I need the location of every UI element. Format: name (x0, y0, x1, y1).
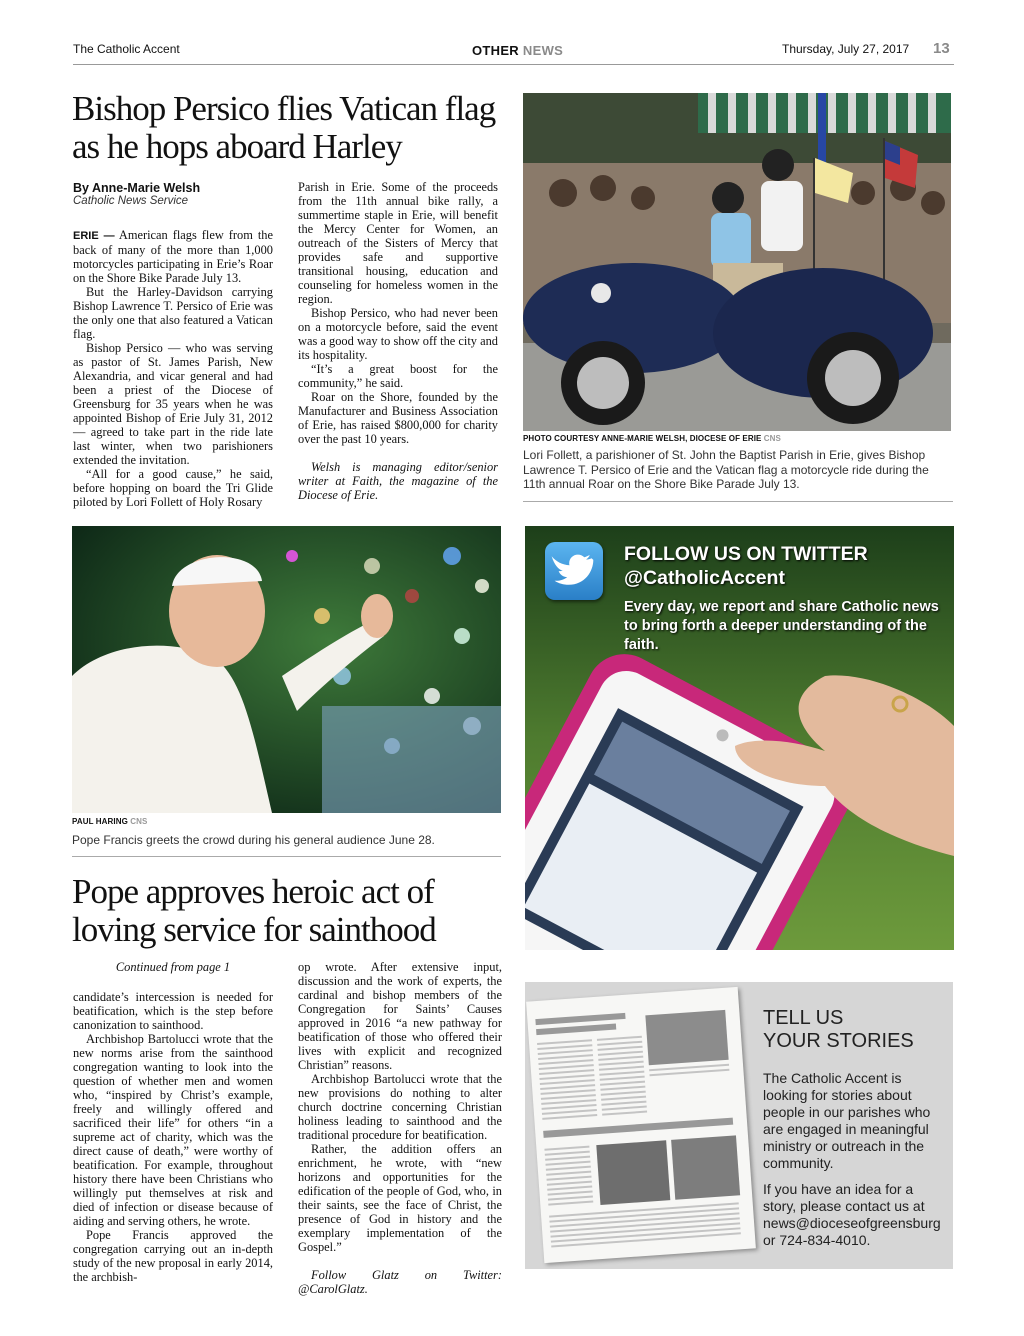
divider (72, 856, 501, 857)
article1-paragraph: Bishop Persico, who had never been on a motorcycle before, said the event was a good way to show off the city and its hospitality. (298, 306, 498, 362)
header-divider (73, 64, 954, 65)
article1-paragraph: But the Harley-Davidson carrying Bishop Lawrence T. Persico of Erie was the only one that also featured a Vatican flag. (73, 285, 273, 341)
article1-paragraph: ERIE — American flags flew from the back of many of the more than 1,000 motorcycles participating in Erie’s Roar on the Shore Bike Parade July 13. (73, 228, 273, 285)
photo1-credit: PHOTO COURTESY ANNE-MARIE WELSH, DIOCESE OF ERIE CNS (523, 434, 781, 443)
pope-francis-photo (72, 526, 501, 813)
photo2-caption: Pope Francis greets the crowd during his general audience June 28. (72, 833, 435, 847)
section-word-2: NEWS (522, 43, 564, 58)
article2-paragraph: op wrote. After extensive input, discussion and the work of experts, the cardinal and bishop members of the Congregation for Saints’ Causes approved in 2016 “a new pathway for beatification of those who offered their lives with explicit and recognized Christian” reasons. (298, 960, 502, 1072)
article1-column-1 (73, 228, 273, 509)
article1-headline: Bishop Persico flies Vatican flag as he hops aboard Harley (72, 89, 496, 166)
article1-byline-block (73, 181, 273, 207)
issue-date: Thursday, July 27, 2017 (782, 42, 910, 56)
article1-paragraph: Bishop Persico — who was serving as pastor of St. James Parish, New Alexandria, and vicar general and had been a priest of the Diocese of Greensburg for 35 years when he was appointed Bishop of Erie July 31, 2012 — agreed to take part in the ride late last winter, when two parishioners extended the invitation. (73, 341, 273, 467)
twitter-ad-line1: FOLLOW US ON TWITTER (624, 543, 868, 565)
stories-ad (525, 982, 953, 1269)
article1-paragraph: “All for a good cause,” he said, before hopping on board the Tri Glide piloted by Lori Follett of Holy Rosary (73, 467, 273, 509)
article2-continued-note: Continued from page 1 (115, 960, 231, 974)
article2-paragraph: Archbishop Bartolucci wrote that the new norms arise from the sainthood congregation wanting to look into the question of whether men and women who, “inspired by Christ’s example, freely and willingly offered and sacrificed their life” for others “in a supreme act of charity, which was the direct cause of death,” were worthy of beatification. For example, throughout history there have been Christians who willingly put themselves at risk and died of infection or disease because of aiding and serving others, he wrote. (73, 1032, 273, 1228)
article2-paragraph: candidate’s intercession is needed for beatification, which is the step before canonization to sainthood. (73, 990, 273, 1032)
article1-byline: By Anne-Marie Welsh (73, 181, 201, 195)
stories-ad-heading: TELL US YOUR STORIES (763, 1007, 914, 1052)
twitter-ad-body: Every day, we report and share Catholic news to bring forth a deeper understanding of the faith. (624, 599, 939, 653)
article2-column-1 (73, 960, 273, 1284)
article1-service: Catholic News Service (73, 195, 189, 207)
article2-paragraph: Archbishop Bartolucci wrote that the new provisions do nothing to alter church doctrine concerning Christian holiness leading to sainthood and the traditional procedure for beatification. (298, 1072, 502, 1142)
stories-ad-text: The Catholic Accent is looking for stories about people in our parishes who are engaged in meaningful ministry or outreach in the community. (763, 1070, 931, 1171)
article2-headline: Pope approves heroic act of loving service for sainthood (72, 872, 436, 949)
photo1-caption: Lori Follett, a parishioner of St. John the Baptist Parish in Erie, gives Bishop Lawrence T. Persico of Erie and the Vatican flag a motorcycle ride during the 11th annual Roar on the Shore Bike Parade July 13. (523, 448, 929, 491)
article1-paragraph: Parish in Erie. Some of the proceeds from the 11th annual bike rally, a summertime staple in Erie, will benefit the Mercy Center for Women, an outreach of the Sisters of Mercy that provides safe and supportive transitional housing, education and counseling for homeless women in the region. (298, 180, 498, 306)
twitter-ad-heading (624, 542, 868, 590)
twitter-ad[interactable] (525, 526, 954, 950)
article2-column-2 (298, 960, 502, 1296)
section-label (472, 43, 563, 58)
publication-name: The Catholic Accent (73, 42, 180, 56)
divider (523, 501, 953, 502)
page-number: 13 (933, 40, 950, 57)
motorcycle-parade-photo (523, 93, 951, 431)
article1-paragraph: “It’s a great boost for the community,” he said. (298, 362, 498, 390)
article2-tagline: Follow Glatz on Twitter: @CarolGlatz. (298, 1268, 502, 1296)
stories-ad-contact[interactable]: If you have an idea for a story, please contact us at news@dioceseofgreensburg or 724-834-4010. (763, 1181, 941, 1248)
newspaper-thumbnail (526, 987, 756, 1263)
article2-paragraph: Rather, the addition offers an enrichment, he wrote, with “new horizons and opportunities for the edification of the people of God, who, in their saints, see the face of Christ, the presence of God in history and the exemplary implementation of the Gospel.” (298, 1142, 502, 1254)
article1-dateline: ERIE — (73, 230, 115, 242)
article1-column-2 (298, 180, 498, 502)
twitter-handle[interactable]: @CatholicAccent (624, 567, 785, 589)
article1-tagline: Welsh is managing editor/senior writer at Faith, the magazine of the Diocese of Erie. (298, 460, 498, 502)
twitter-bird-icon[interactable] (545, 542, 603, 600)
section-word-1: OTHER (472, 43, 519, 58)
article1-paragraph: Roar on the Shore, founded by the Manufacturer and Business Association of Erie, has raised $800,000 for charity over the past 10 years. (298, 390, 498, 446)
article2-paragraph: Pope Francis approved the congregation carrying out an in-depth study of the new proposal in early 2014, the archbish- (73, 1228, 273, 1284)
photo2-credit: PAUL HARING CNS (72, 817, 148, 826)
